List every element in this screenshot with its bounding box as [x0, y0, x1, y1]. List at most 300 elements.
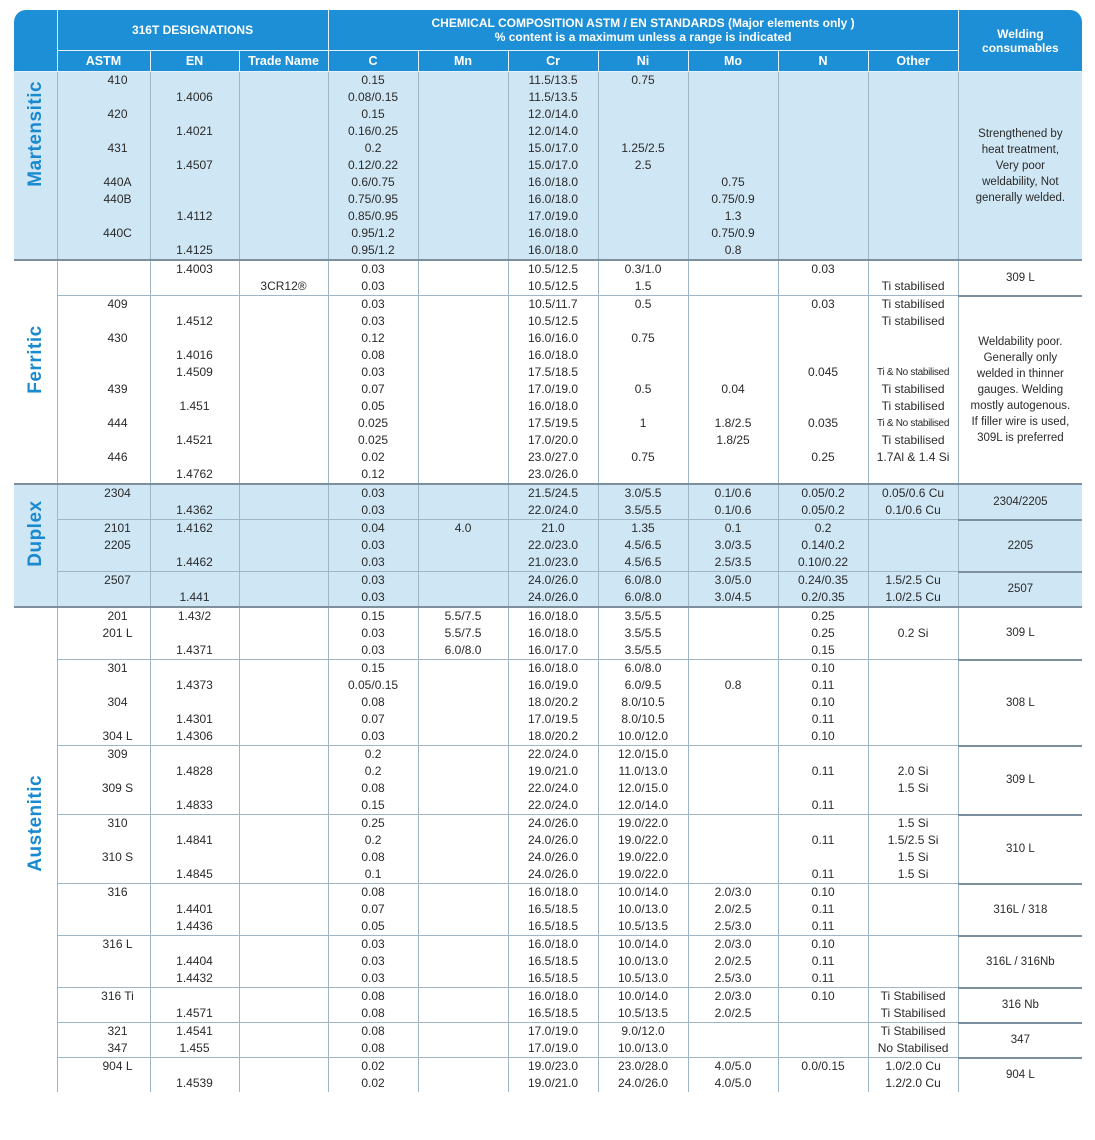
cell-cr: 16.5/18.5 [508, 901, 598, 918]
welding-consumable: 2205 [958, 520, 1082, 572]
cell-c: 0.03 [328, 728, 418, 746]
cell-c: 0.03 [328, 260, 418, 278]
cell-mn [418, 347, 508, 364]
cell-astm: 304 [57, 694, 150, 711]
cell-mn [418, 449, 508, 466]
cell-other [868, 746, 958, 764]
table-row [14, 625, 1082, 642]
cell-other: Ti stabilised [868, 432, 958, 449]
cell-trade-name [239, 1023, 328, 1041]
cell-en [150, 330, 239, 347]
cell-c: 0.03 [328, 537, 418, 554]
cell-cr: 24.0/26.0 [508, 849, 598, 866]
cell-n: 0.2 [778, 520, 868, 538]
cell-n: 0.10 [778, 884, 868, 902]
cell-en [150, 884, 239, 902]
column-header-other: Other [868, 51, 958, 72]
cell-mn [418, 660, 508, 678]
cell-c: 0.08 [328, 1023, 418, 1041]
cell-en: 1.4462 [150, 554, 239, 572]
table-row [14, 554, 1082, 572]
cell-trade-name [239, 797, 328, 815]
table-row [14, 607, 1082, 625]
cell-c: 0.85/0.95 [328, 208, 418, 225]
table-row [14, 520, 1082, 538]
cell-en [150, 191, 239, 208]
cell-astm: 347 [57, 1040, 150, 1058]
cell-en: 1.4373 [150, 677, 239, 694]
cell-en: 1.441 [150, 589, 239, 607]
cell-astm: 440A [57, 174, 150, 191]
cell-trade-name [239, 537, 328, 554]
cell-en: 1.4509 [150, 364, 239, 381]
cell-astm: 2101 [57, 520, 150, 538]
cell-cr: 16.0/18.0 [508, 988, 598, 1006]
cell-mn [418, 849, 508, 866]
cell-astm [57, 208, 150, 225]
cell-n [778, 746, 868, 764]
table-row [14, 106, 1082, 123]
cell-n: 0.24/0.35 [778, 572, 868, 590]
cell-trade-name [239, 642, 328, 660]
cell-other: 0.1/0.6 Cu [868, 502, 958, 520]
cell-en: 1.4507 [150, 157, 239, 174]
cell-astm [57, 866, 150, 884]
column-header-en: EN [150, 51, 239, 72]
cell-other [868, 607, 958, 625]
cell-trade-name [239, 364, 328, 381]
table-row [14, 918, 1082, 936]
cell-trade-name [239, 625, 328, 642]
cell-other [868, 677, 958, 694]
cell-c: 0.07 [328, 711, 418, 728]
cell-trade-name [239, 72, 328, 90]
cell-mn [418, 970, 508, 988]
cell-c: 0.08 [328, 1040, 418, 1058]
cell-trade-name [239, 711, 328, 728]
cell-mo: 2.0/2.5 [688, 953, 778, 970]
cell-trade-name [239, 607, 328, 625]
cell-mo: 0.1/0.6 [688, 502, 778, 520]
welding-consumable: 316L / 318 [958, 884, 1082, 936]
welding-consumable: 904 L [958, 1058, 1082, 1093]
cell-mn [418, 432, 508, 449]
cell-trade-name [239, 728, 328, 746]
cell-trade-name [239, 866, 328, 884]
cell-trade-name [239, 484, 328, 502]
cell-other [868, 884, 958, 902]
cell-ni [598, 123, 688, 140]
cell-other [868, 330, 958, 347]
cell-mo: 0.75/0.9 [688, 191, 778, 208]
cell-n: 0.10 [778, 728, 868, 746]
welding-consumable: 310 L [958, 815, 1082, 884]
cell-n: 0.25 [778, 449, 868, 466]
column-header-trade-name: Trade Name [239, 51, 328, 72]
cell-ni: 8.0/10.5 [598, 694, 688, 711]
cell-trade-name [239, 1075, 328, 1092]
cell-mn [418, 953, 508, 970]
cell-mn [418, 466, 508, 484]
welding-consumable: 347 [958, 1023, 1082, 1058]
cell-trade-name [239, 449, 328, 466]
cell-mn [418, 677, 508, 694]
cell-mo [688, 866, 778, 884]
cell-n [778, 347, 868, 364]
cell-cr: 11.5/13.5 [508, 72, 598, 90]
cell-ni [598, 191, 688, 208]
cell-en [150, 1058, 239, 1076]
cell-mo [688, 642, 778, 660]
table-row [14, 970, 1082, 988]
cell-mn [418, 208, 508, 225]
cell-ni: 10.0/13.0 [598, 901, 688, 918]
cell-n [778, 1040, 868, 1058]
cell-mo: 2.0/3.0 [688, 884, 778, 902]
cell-other [868, 191, 958, 208]
cell-astm [57, 711, 150, 728]
cell-ni: 0.75 [598, 330, 688, 347]
cell-astm [57, 242, 150, 260]
cell-mo [688, 763, 778, 780]
cell-cr: 16.0/18.0 [508, 225, 598, 242]
cell-c: 0.2 [328, 832, 418, 849]
cell-cr: 16.0/18.0 [508, 398, 598, 415]
cell-en: 1.4512 [150, 313, 239, 330]
table-row [14, 1040, 1082, 1058]
cell-mo [688, 89, 778, 106]
cell-mo: 4.0/5.0 [688, 1058, 778, 1076]
cell-c: 0.2 [328, 140, 418, 157]
cell-mn [418, 278, 508, 296]
cell-mn [418, 988, 508, 1006]
cell-mo: 0.8 [688, 677, 778, 694]
cell-n [778, 849, 868, 866]
cell-c: 0.05 [328, 918, 418, 936]
cell-mn: 5.5/7.5 [418, 625, 508, 642]
table-row [14, 677, 1082, 694]
cell-astm: 904 L [57, 1058, 150, 1076]
cell-n [778, 815, 868, 833]
cell-mn [418, 225, 508, 242]
cell-astm [57, 157, 150, 174]
corner-cell [14, 10, 57, 72]
cell-other [868, 89, 958, 106]
cell-mn [418, 260, 508, 278]
cell-astm: 309 S [57, 780, 150, 797]
cell-other: 0.2 Si [868, 625, 958, 642]
cell-en: 1.4006 [150, 89, 239, 106]
category-duplex [14, 484, 57, 607]
cell-astm [57, 901, 150, 918]
cell-mn [418, 711, 508, 728]
cell-ni: 3.5/5.5 [598, 642, 688, 660]
welding-consumable: 308 L [958, 660, 1082, 746]
cell-c: 0.02 [328, 449, 418, 466]
cell-c: 0.03 [328, 554, 418, 572]
table-row [14, 432, 1082, 449]
cell-n: 0.05/0.2 [778, 484, 868, 502]
column-header-mn: Mn [418, 51, 508, 72]
category-label: Austenitic [24, 774, 46, 872]
cell-astm: 446 [57, 449, 150, 466]
cell-mo: 3.0/3.5 [688, 537, 778, 554]
cell-astm: 310 S [57, 849, 150, 866]
cell-trade-name [239, 901, 328, 918]
cell-ni: 10.0/13.0 [598, 1040, 688, 1058]
column-header-n: N [778, 51, 868, 72]
cell-c: 0.15 [328, 106, 418, 123]
cell-ni: 3.5/5.5 [598, 607, 688, 625]
cell-ni: 12.0/15.0 [598, 780, 688, 797]
cell-astm [57, 554, 150, 572]
cell-cr: 21.0 [508, 520, 598, 538]
table-row [14, 884, 1082, 902]
cell-other [868, 554, 958, 572]
cell-mn [418, 1023, 508, 1041]
cell-c: 0.25 [328, 815, 418, 833]
cell-mn [418, 106, 508, 123]
cell-trade-name [239, 89, 328, 106]
cell-mo [688, 711, 778, 728]
cell-other: Ti stabilised [868, 398, 958, 415]
cell-cr: 24.0/26.0 [508, 572, 598, 590]
cell-astm [57, 589, 150, 607]
cell-mn [418, 884, 508, 902]
cell-en: 1.4404 [150, 953, 239, 970]
cell-other: 1.5 Si [868, 815, 958, 833]
cell-en [150, 625, 239, 642]
table-row [14, 815, 1082, 833]
cell-ni: 10.0/13.0 [598, 953, 688, 970]
cell-n: 0.11 [778, 677, 868, 694]
cell-ni: 1 [598, 415, 688, 432]
cell-mn [418, 763, 508, 780]
cell-ni: 10.0/14.0 [598, 936, 688, 954]
table-row [14, 711, 1082, 728]
cell-mn [418, 918, 508, 936]
cell-trade-name [239, 572, 328, 590]
cell-n: 0.25 [778, 625, 868, 642]
cell-c: 0.05/0.15 [328, 677, 418, 694]
welding-consumable: 2304/2205 [958, 484, 1082, 520]
table-row [14, 449, 1082, 466]
cell-c: 0.03 [328, 642, 418, 660]
table-row [14, 849, 1082, 866]
cell-mo [688, 746, 778, 764]
cell-en [150, 780, 239, 797]
table-row [14, 537, 1082, 554]
cell-cr: 16.0/18.0 [508, 174, 598, 191]
cell-astm: 439 [57, 381, 150, 398]
table-row [14, 278, 1082, 296]
cell-other [868, 936, 958, 954]
cell-n [778, 89, 868, 106]
column-header-astm: ASTM [57, 51, 150, 72]
table-row [14, 1005, 1082, 1023]
cell-cr: 24.0/26.0 [508, 832, 598, 849]
cell-n: 0.11 [778, 866, 868, 884]
cell-cr: 17.0/19.0 [508, 1023, 598, 1041]
cell-c: 0.03 [328, 589, 418, 607]
cell-cr: 10.5/12.5 [508, 313, 598, 330]
table-row [14, 330, 1082, 347]
cell-trade-name [239, 694, 328, 711]
cell-mn: 5.5/7.5 [418, 607, 508, 625]
table-row [14, 123, 1082, 140]
table-row [14, 694, 1082, 711]
cell-c: 0.95/1.2 [328, 242, 418, 260]
cell-cr: 15.0/17.0 [508, 140, 598, 157]
cell-n: 0.11 [778, 797, 868, 815]
cell-ni: 6.0/8.0 [598, 589, 688, 607]
cell-astm [57, 260, 150, 278]
cell-en: 1.43/2 [150, 607, 239, 625]
table-row [14, 797, 1082, 815]
cell-ni: 10.0/12.0 [598, 728, 688, 746]
cell-other: 1.7Al & 1.4 Si [868, 449, 958, 466]
cell-en: 1.4521 [150, 432, 239, 449]
cell-other [868, 520, 958, 538]
cell-other [868, 970, 958, 988]
cell-trade-name [239, 398, 328, 415]
table-row [14, 953, 1082, 970]
cell-mo [688, 849, 778, 866]
cell-other [868, 711, 958, 728]
cell-mn [418, 780, 508, 797]
cell-trade-name [239, 208, 328, 225]
cell-trade-name [239, 815, 328, 833]
cell-c: 0.15 [328, 72, 418, 90]
cell-mn [418, 313, 508, 330]
cell-astm: 301 [57, 660, 150, 678]
cell-trade-name [239, 313, 328, 330]
cell-trade-name [239, 677, 328, 694]
cell-mo: 3.0/4.5 [688, 589, 778, 607]
cell-c: 0.15 [328, 660, 418, 678]
cell-ni: 0.5 [598, 296, 688, 314]
cell-n [778, 1075, 868, 1092]
cell-astm [57, 466, 150, 484]
cell-en [150, 140, 239, 157]
cell-trade-name [239, 432, 328, 449]
cell-mn [418, 415, 508, 432]
cell-trade-name [239, 157, 328, 174]
cell-cr: 16.0/18.0 [508, 607, 598, 625]
cell-mn [418, 936, 508, 954]
cell-mn [418, 140, 508, 157]
cell-other [868, 660, 958, 678]
cell-c: 0.08/0.15 [328, 89, 418, 106]
steel-composition-table [14, 10, 1082, 1092]
cell-astm: 410 [57, 72, 150, 90]
cell-ni: 1.25/2.5 [598, 140, 688, 157]
cell-ni: 1.35 [598, 520, 688, 538]
cell-trade-name [239, 849, 328, 866]
cell-astm: 444 [57, 415, 150, 432]
cell-c: 0.07 [328, 381, 418, 398]
cell-astm [57, 763, 150, 780]
column-header-ni: Ni [598, 51, 688, 72]
cell-mo [688, 832, 778, 849]
cell-en [150, 694, 239, 711]
cell-other: 1.5 Si [868, 780, 958, 797]
table-row [14, 1023, 1082, 1041]
cell-trade-name [239, 884, 328, 902]
cell-astm: 321 [57, 1023, 150, 1041]
cell-cr: 17.5/19.5 [508, 415, 598, 432]
cell-ni: 6.0/9.5 [598, 677, 688, 694]
cell-trade-name [239, 988, 328, 1006]
cell-mn [418, 174, 508, 191]
table-row [14, 763, 1082, 780]
cell-other [868, 466, 958, 484]
cell-n: 0.10 [778, 936, 868, 954]
cell-mn [418, 502, 508, 520]
cell-mo: 3.0/5.0 [688, 572, 778, 590]
table-row [14, 660, 1082, 678]
cell-n: 0.03 [778, 296, 868, 314]
cell-mn [418, 330, 508, 347]
cell-mo [688, 607, 778, 625]
cell-cr: 12.0/14.0 [508, 106, 598, 123]
table-row [14, 466, 1082, 484]
cell-en: 1.455 [150, 1040, 239, 1058]
cell-n [778, 398, 868, 415]
welding-consumable: 316L / 316Nb [958, 936, 1082, 988]
cell-cr: 21.0/23.0 [508, 554, 598, 572]
cell-cr: 16.0/18.0 [508, 347, 598, 364]
table-row [14, 296, 1082, 314]
cell-en [150, 849, 239, 866]
cell-astm: 430 [57, 330, 150, 347]
cell-cr: 16.0/18.0 [508, 884, 598, 902]
cell-trade-name [239, 832, 328, 849]
cell-c: 0.08 [328, 1005, 418, 1023]
cell-other [868, 225, 958, 242]
category-label: Duplex [24, 500, 46, 567]
cell-trade-name [239, 123, 328, 140]
cell-other: Ti & No stabilised [868, 415, 958, 432]
cell-cr: 16.5/18.5 [508, 970, 598, 988]
cell-cr: 16.5/18.5 [508, 918, 598, 936]
cell-other [868, 918, 958, 936]
table-row [14, 936, 1082, 954]
cell-astm [57, 89, 150, 106]
cell-astm [57, 398, 150, 415]
cell-mn [418, 866, 508, 884]
cell-en: 1.4571 [150, 1005, 239, 1023]
welding-consumable: 2507 [958, 572, 1082, 608]
cell-other [868, 157, 958, 174]
table-row [14, 398, 1082, 415]
cell-other [868, 123, 958, 140]
cell-trade-name [239, 780, 328, 797]
cell-mo [688, 72, 778, 90]
cell-mn [418, 1058, 508, 1076]
cell-cr: 16.0/16.0 [508, 330, 598, 347]
cell-n: 0.10/0.22 [778, 554, 868, 572]
cell-mo [688, 278, 778, 296]
cell-n: 0.05/0.2 [778, 502, 868, 520]
cell-cr: 19.0/21.0 [508, 763, 598, 780]
table-row [14, 157, 1082, 174]
cell-trade-name [239, 502, 328, 520]
cell-mo [688, 157, 778, 174]
cell-c: 0.03 [328, 278, 418, 296]
cell-astm: 431 [57, 140, 150, 157]
cell-other: Ti Stabilised [868, 1005, 958, 1023]
